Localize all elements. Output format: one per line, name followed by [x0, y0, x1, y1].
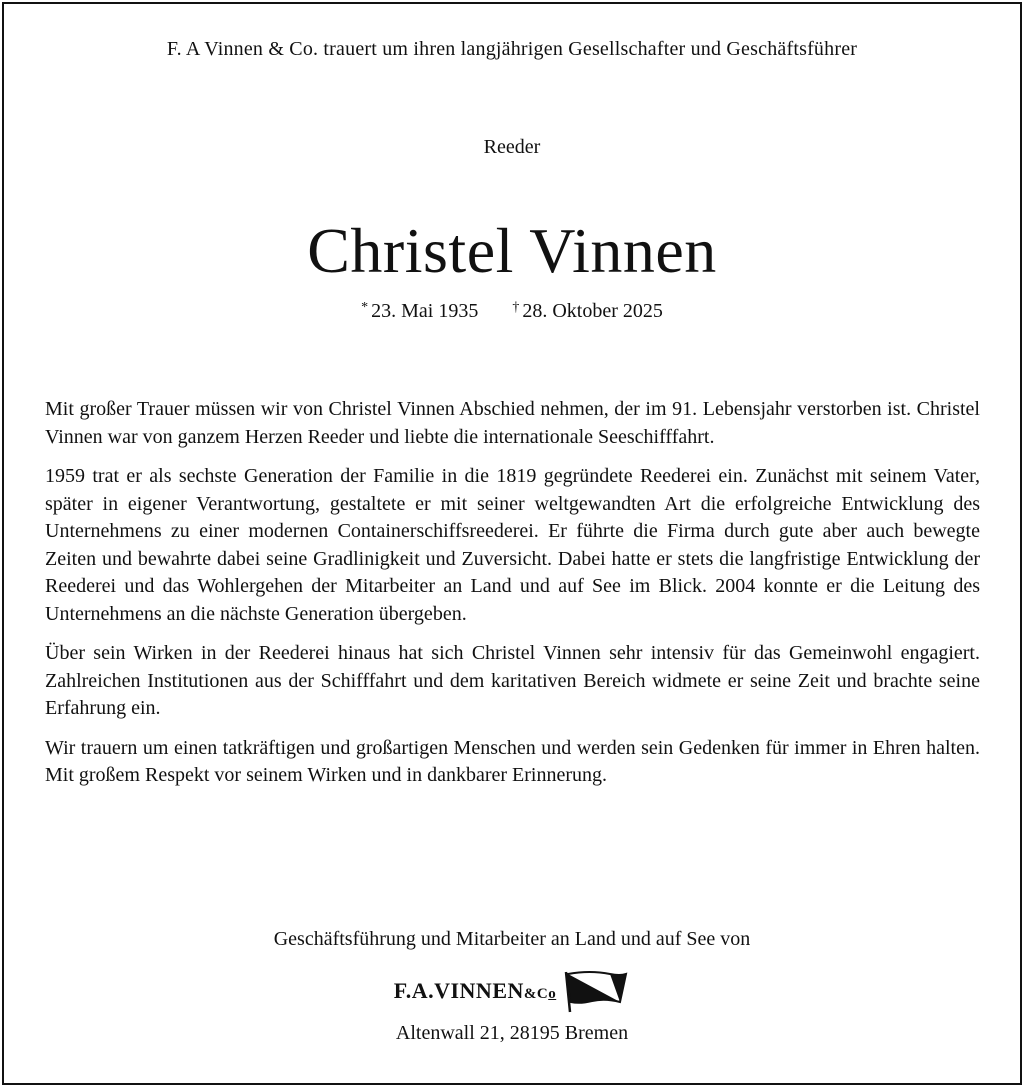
logo-suffix-text: &C: [523, 986, 549, 1002]
flag-icon: [560, 968, 630, 1014]
paragraph: Wir trauern um einen tatkräftigen und großartigen Menschen und werden sein Gedenken für immer in Ehren halten. Mit großem Respekt vor seinem Wirken und in dankbarer Erinnerung.: [45, 736, 980, 786]
company-logo: [0, 968, 1024, 1014]
intro-line: F. A Vinnen & Co. trauert um ihren langjährigen Gesellschafter und Geschäftsführer: [166, 38, 858, 60]
paragraph: Mit großer Trauer müssen wir von Christel Vinnen Abschied nehmen, der im 91. Lebensjahr verstorben ist. Christel Vinnen war von ganzem Herzen Reeder und liebte die internationale Seeschifffahrt.: [45, 398, 980, 448]
logo-suffix: [524, 986, 556, 1002]
role-label: Reeder: [483, 136, 541, 158]
logo-text: [394, 978, 556, 1004]
birth-symbol: *: [361, 300, 369, 315]
logo-main: F.A.VINNEN: [393, 978, 524, 1003]
notice-body: [45, 396, 980, 802]
birth-date: 23. Mai 1935: [371, 300, 479, 322]
signature-line: Geschäftsführung und Mitarbeiter an Land und auf See von: [273, 928, 751, 950]
logo-suffix-small: o: [548, 986, 557, 1002]
death-symbol: †: [512, 300, 520, 315]
company-address: Altenwall 21, 28195 Bremen: [395, 1022, 629, 1044]
paragraph: 1959 trat er als sechste Generation der Familie in die 1819 gegründete Reederei ein. Zunächst mit seinem Vater, später in eigener Verantwortung, gestaltete er mit seiner weltgewandten Art die erfolgreiche Entwicklung des Unternehmens zu einer modernen Containerschiffsreederei. Er führte die Firma durch gute aber auch bewegte Zeiten und bewahrte dabei seine Gradlinigkeit und Zuversicht. Dabei hatte er stets die langfristige Entwicklung der Reederei und das Wohlergehen der Mitarbeiter an Land und auf See im Blick. 2004 konnte er die Leitung des Unternehmens an die nächste Generation übergeben.: [45, 465, 980, 625]
deceased-name: Christel Vinnen: [307, 215, 717, 286]
life-dates: [0, 300, 1024, 323]
death-date: 28. Oktober 2025: [522, 300, 663, 322]
paragraph: Über sein Wirken in der Reederei hinaus hat sich Christel Vinnen sehr intensiv für das Gemeinwohl engagiert. Zahlreichen Institutionen aus der Schifffahrt und dem karitativen Bereich widmete er seine Zeit und brachte seine Erfahrung ein.: [45, 642, 980, 719]
